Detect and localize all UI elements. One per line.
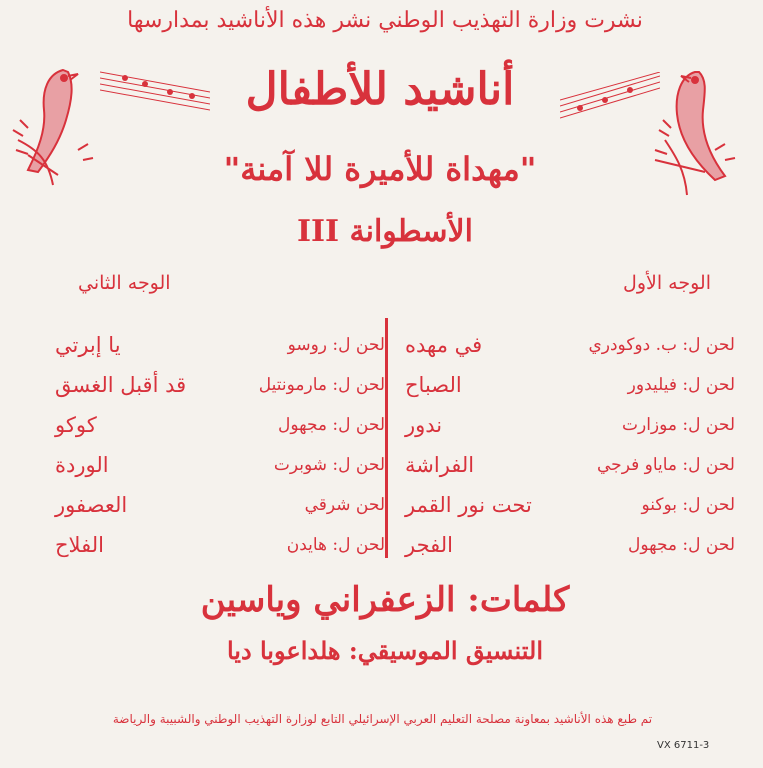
track-row (405, 325, 735, 365)
side-b-tracklist (55, 325, 385, 565)
track-row (405, 365, 735, 405)
track-composer: لحن ل: مجهول (277, 415, 385, 435)
track-row (55, 525, 385, 565)
track-title: ندور (405, 413, 443, 437)
side-a-tracklist (405, 325, 735, 565)
footer-note: تم طبع هذه الأناشيد بمعاونة مصلحة التعليم العربي الإسرائيلي التابع لوزارة التهذيب الوطني والشبيبة والرياضة (112, 712, 653, 726)
track-title: الفراشة (405, 453, 475, 477)
track-title: تحت نور القمر (405, 493, 532, 517)
track-composer: لحن ل: شوبرت (273, 455, 385, 475)
track-title: في مهده (405, 333, 483, 357)
track-row (55, 405, 385, 445)
track-row (55, 325, 385, 365)
track-title: العصفور (55, 493, 128, 517)
track-composer: لحن ل: ب. دوكودري (588, 335, 735, 355)
track-row (55, 365, 385, 405)
track-row (55, 485, 385, 525)
track-composer: لحن ل: روسو (287, 335, 385, 355)
record-number: الأسطوانة III (296, 214, 473, 249)
track-title: يا إبرتي (55, 333, 121, 357)
side-b-label: الوجه الثاني (78, 272, 171, 294)
track-row (405, 485, 735, 525)
column-divider (385, 318, 388, 558)
track-title: الفلاح (55, 533, 104, 557)
arrangement-credit: التنسيق الموسيقي: هلداعوبا ديا (226, 636, 544, 665)
track-title: قد أقبل الغسق (55, 373, 187, 397)
track-title: الوردة (55, 453, 109, 477)
track-composer: لحن ل: ماياو فرجي (597, 455, 735, 475)
side-a-label: الوجه الأول (623, 272, 711, 294)
track-composer: لحن ل: بوكنو (641, 495, 735, 515)
track-title: كوكو (55, 413, 97, 437)
track-composer: لحن ل: مجهول (627, 535, 735, 555)
catalog-number: VX 6711-3 (657, 740, 710, 751)
track-composer: لحن ل: فيليدور (627, 375, 735, 395)
track-row (55, 445, 385, 485)
track-row (405, 405, 735, 445)
track-composer: لحن شرقي (304, 495, 385, 515)
lyrics-credit: كلمات: الزعفراني وياسين (200, 580, 570, 620)
album-dedication: "مهداة للأميرة للا آمنة" (223, 150, 537, 188)
top-publisher-line: نشرت وزارة التهذيب الوطني نشر هذه الأناشيد بمدارسها (127, 8, 643, 33)
track-row (405, 525, 735, 565)
track-title: الفجر (405, 533, 453, 557)
track-composer: لحن ل: موزارت (621, 415, 735, 435)
track-row (405, 445, 735, 485)
track-composer: لحن ل: مارمونتيل (258, 375, 385, 395)
track-composer: لحن ل: هايدن (286, 535, 385, 555)
track-title: الصباح (405, 373, 462, 397)
album-title: أناشيد للأطفال (245, 64, 515, 115)
